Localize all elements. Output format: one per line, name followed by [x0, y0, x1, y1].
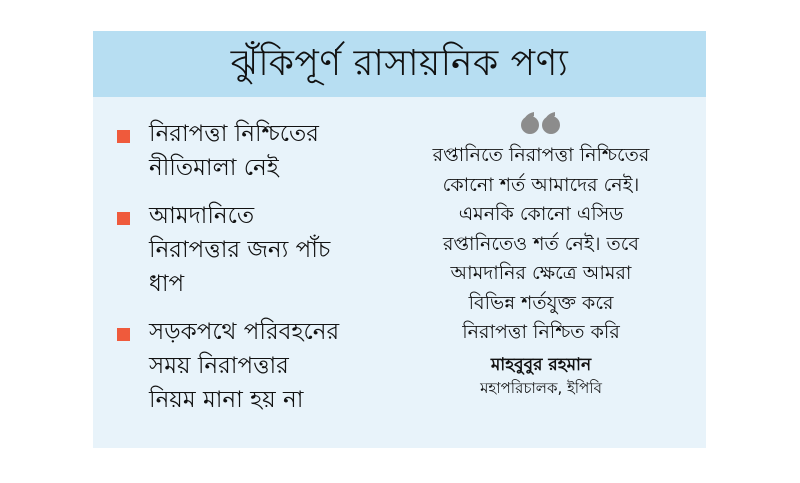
bullet-text-line: সড়কপথে পরিবহনের — [149, 319, 340, 345]
square-bullet-icon — [117, 130, 130, 143]
quote-text-line: এমনকি কোনো এসিড — [458, 203, 624, 225]
bullet-text-line: ধাপ — [149, 271, 185, 297]
quote-text-line: রপ্তানিতেও শর্ত নেই। তবে — [442, 232, 640, 255]
quote-block — [393, 111, 689, 399]
quote-text-line: রপ্তানিতে নিরাপত্তা নিশ্চিতের — [432, 144, 650, 166]
quote-text-line: বিভিন্ন শর্তযুক্ত করে — [468, 291, 614, 314]
square-bullet-icon — [117, 328, 130, 341]
bullet-text-line: নিরাপত্তার জন্য পাঁচ — [149, 237, 331, 263]
bullet-text-line: আমদানিতে — [149, 203, 255, 229]
bullet-list — [117, 117, 417, 431]
quote-author-title: মহাপরিচালক, ইপিবি — [480, 378, 602, 397]
bullet-item — [117, 117, 417, 185]
quote-text-line: আমদানির ক্ষেত্রে আমরা — [450, 262, 632, 284]
bullet-item — [117, 199, 417, 301]
bullet-text-line: সময় নিরাপত্তার — [149, 353, 289, 379]
quote-author-name: মাহবুবুর রহমান — [490, 354, 592, 375]
quote-text-line: নিরাপত্তা নিশ্চিত করি — [462, 321, 620, 343]
bullet-text-line: নিয়ম মানা হয় না — [149, 387, 304, 413]
bullet-item — [117, 315, 417, 417]
bullet-text-line: নিরাপত্তা নিশ্চিতের — [149, 121, 319, 147]
info-card — [93, 31, 706, 448]
bullet-text-line: নীতিমালা নেই — [149, 155, 279, 181]
square-bullet-icon — [117, 212, 130, 225]
card-title: ঝুঁকিপূর্ণ রাসায়নিক পণ্য — [230, 43, 569, 84]
quote-text-line: কোনো শর্ত আমাদের নেই। — [442, 173, 640, 196]
title-bar — [93, 31, 706, 97]
quote-mark-icon — [519, 111, 563, 135]
